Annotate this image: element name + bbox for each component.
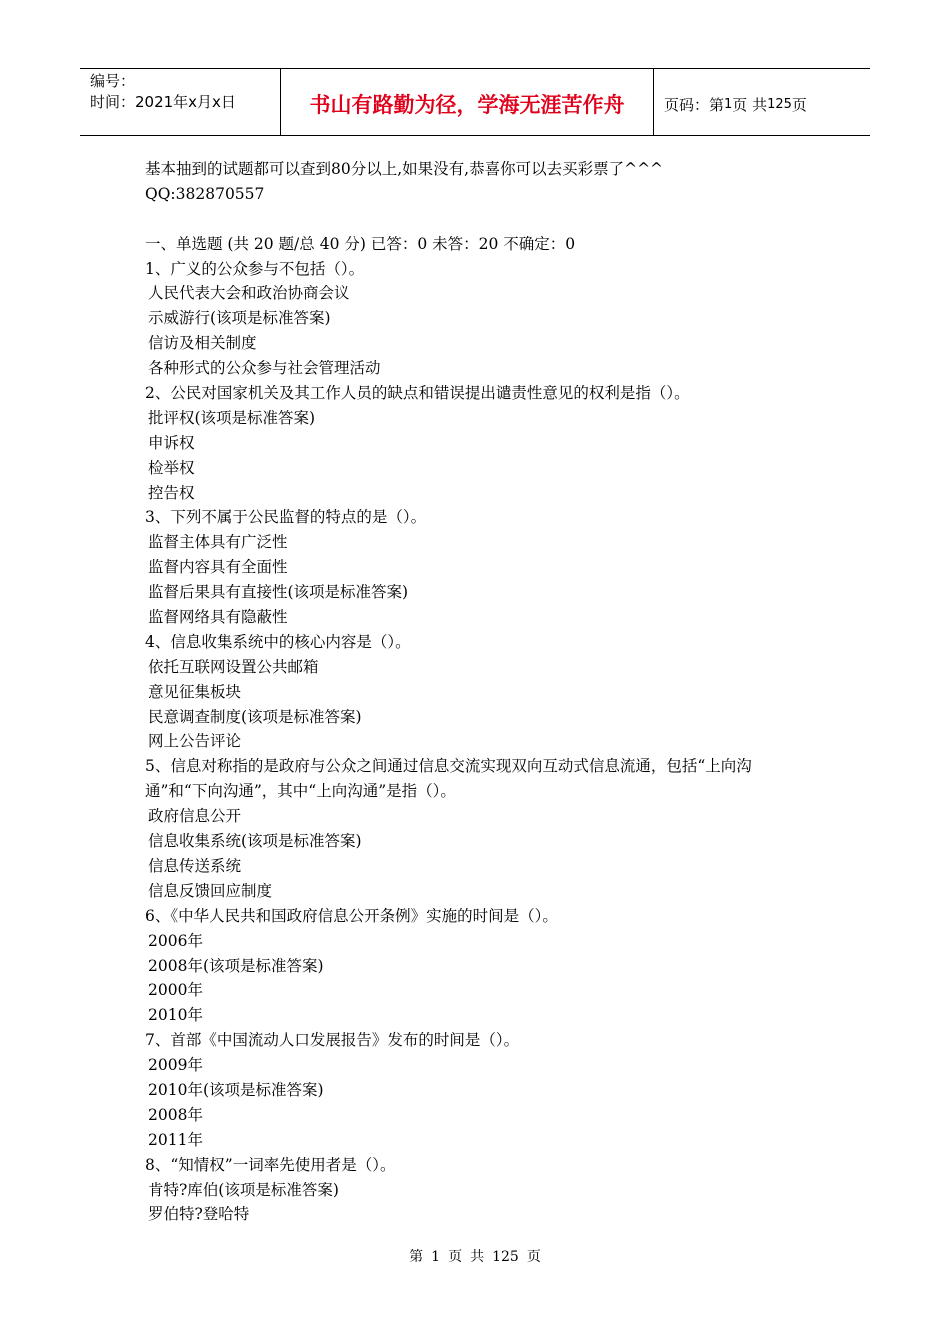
spacer — [145, 207, 835, 232]
option-text: 罗伯特?登哈特 — [148, 1205, 250, 1224]
option-text: 政府信息公开 — [148, 807, 242, 826]
option-text: 信息传送系统 — [148, 856, 242, 875]
option-text: 监督主体具有广泛性 — [148, 533, 288, 552]
option-text: 2006年 — [148, 931, 203, 950]
option-text: 2010年(该项是标准答案) — [148, 1080, 324, 1099]
question-block — [145, 1153, 835, 1228]
footer-mid2: 共 — [470, 1249, 485, 1265]
number-label: 编号： — [90, 72, 136, 90]
option-text: 示威游行(该项是标准答案) — [148, 309, 331, 328]
page-footer — [0, 1246, 950, 1266]
option-text: 控告权 — [148, 483, 195, 502]
question-text: 7、首部《中国流动人口发展报告》发布的时间是（）。 — [145, 1031, 520, 1050]
section-title: 一、单选题 (共 20 题/总 40 分) 已答：0 未答：20 不确定：0 — [145, 234, 576, 253]
option-text: 网上公告评论 — [148, 732, 242, 751]
footer-total: 125 — [492, 1249, 519, 1265]
date-label: 时间：2021年x月x日 — [90, 93, 236, 111]
question-block — [145, 630, 835, 754]
header-page-info — [654, 69, 870, 135]
header-motto: 书山有路勤为径，学海无涯苦作舟 — [281, 69, 654, 135]
page-header — [80, 68, 870, 136]
header-meta — [80, 69, 281, 135]
option-text: 2008年 — [148, 1105, 203, 1124]
option-text: 信息收集系统(该项是标准答案) — [148, 832, 362, 851]
question-text: 6、《中华人民共和国政府信息公开条例》实施的时间是（）。 — [145, 906, 558, 925]
option-text: 监督后果具有直接性(该项是标准答案) — [148, 583, 409, 602]
option-text: 各种形式的公众参与社会管理活动 — [148, 359, 381, 378]
question-text-continued: 通”和“下向沟通”，其中“上向沟通”是指（）。 — [145, 782, 456, 801]
option-text: 申诉权 — [148, 433, 195, 452]
option-text: 批评权(该项是标准答案) — [148, 408, 316, 427]
question-text: 8、“知情权”一词率先使用者是（）。 — [145, 1155, 396, 1174]
question-text: 3、下列不属于公民监督的特点的是（）。 — [145, 508, 427, 527]
page-current: 1 — [724, 96, 733, 112]
question-text: 5、信息对称指的是政府与公众之间通过信息交流实现双向互动式信息流通，包括“上向沟 — [145, 757, 752, 776]
page-suffix: 页 — [791, 95, 807, 114]
option-text: 信访及相关制度 — [148, 334, 257, 353]
page-prefix: 页码：第 — [664, 95, 725, 114]
question-text: 2、公民对国家机关及其工作人员的缺点和错误提出谴责性意见的权利是指（）。 — [145, 384, 690, 403]
question-block — [145, 257, 835, 381]
footer-suffix: 页 — [526, 1249, 541, 1265]
option-text: 2011年 — [148, 1130, 203, 1149]
question-text: 1、广义的公众参与不包括（）。 — [145, 259, 365, 278]
question-block — [145, 904, 835, 1028]
question-block — [145, 1028, 835, 1152]
option-text: 人民代表大会和政治协商会议 — [148, 284, 350, 303]
question-block — [145, 754, 835, 903]
option-text: 2000年 — [148, 981, 203, 1000]
option-text: 2010年 — [148, 1006, 203, 1025]
option-text: 信息反馈回应制度 — [148, 881, 273, 900]
option-text: 2009年 — [148, 1056, 203, 1075]
option-text: 民意调查制度(该项是标准答案) — [148, 707, 362, 726]
document-body — [145, 157, 835, 1227]
footer-current: 1 — [431, 1249, 441, 1265]
footer-mid1: 页 — [448, 1249, 463, 1265]
question-text: 4、信息收集系统中的核心内容是（）。 — [145, 632, 411, 651]
question-block — [145, 381, 835, 505]
option-text: 监督网络具有隐蔽性 — [148, 608, 288, 627]
page-mid: 页 共 — [732, 95, 768, 114]
option-text: 2008年(该项是标准答案) — [148, 956, 324, 975]
option-text: 依托互联网设置公共邮箱 — [148, 657, 319, 676]
option-text: 意见征集板块 — [148, 682, 242, 701]
option-text: 监督内容具有全面性 — [148, 558, 288, 577]
page-total: 125 — [767, 96, 792, 112]
option-text: 肯特?库伯(该项是标准答案) — [148, 1180, 339, 1199]
contact-line: QQ:382870557 — [145, 184, 265, 203]
option-text: 检举权 — [148, 458, 195, 477]
footer-prefix: 第 — [409, 1249, 424, 1265]
intro-line: 基本抽到的试题都可以查到80分以上,如果没有,恭喜你可以去买彩票了^^^ — [145, 160, 664, 178]
question-block — [145, 505, 835, 629]
